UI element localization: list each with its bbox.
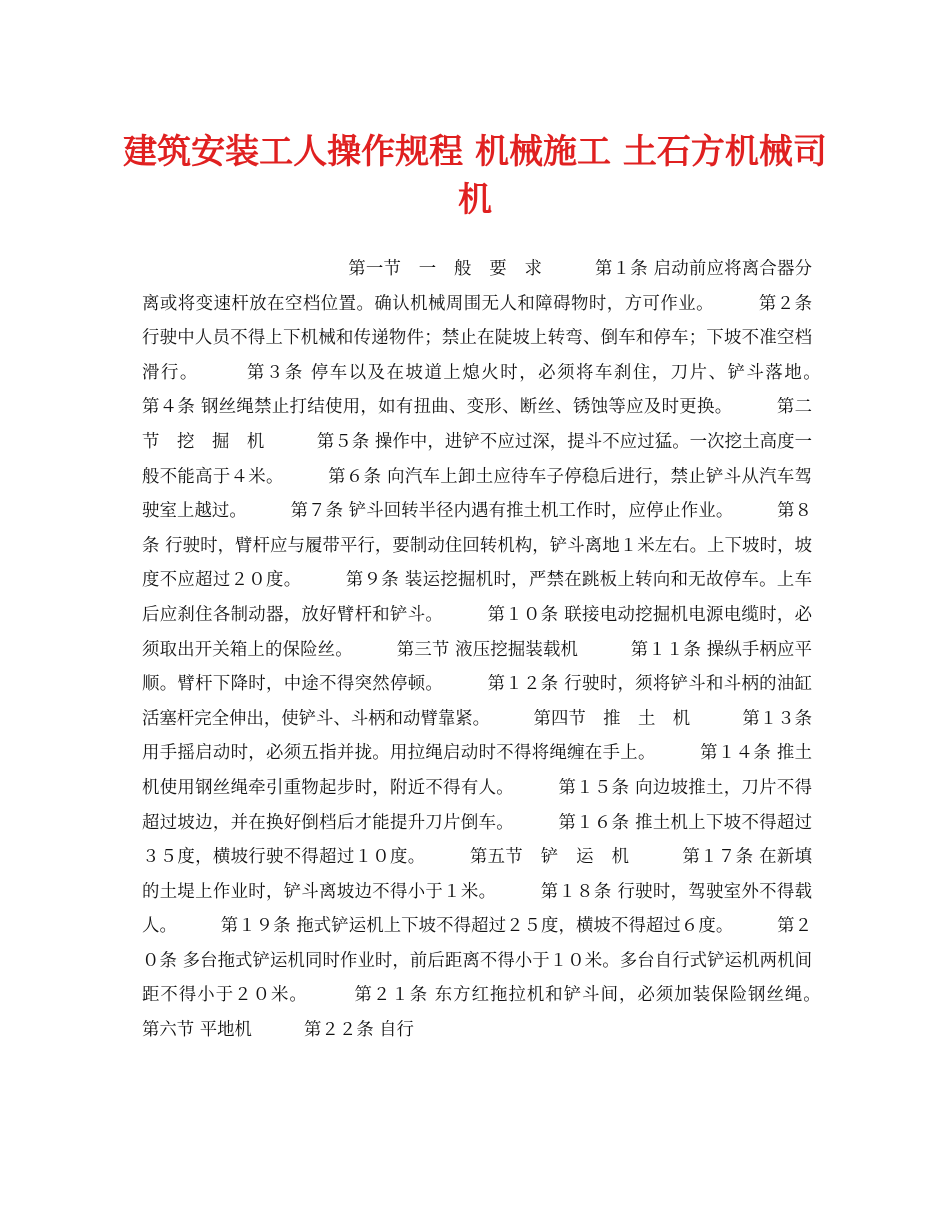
document-title: 建筑安装工人操作规程 机械施工 土石方机械司机 — [123, 132, 827, 220]
document-body — [142, 252, 865, 1048]
body-text-content: 第一节 一 般 要 求 第１条 启动前应将离合器分离或将变速杆放在空档位置。确认机械周围无人和障碍物时，方可作业。 第２条 行驶中人员不得上下机械和传递物件；禁止在陡坡上转弯、倒车和停车；下坡不准空档滑行。 第３条 停车以及在坡道上熄火时，必须将车刹住，刀片、铲斗落地。 第４条 钢丝绳禁止打结使用，如有扭曲、变形、断丝、锈蚀等应及时更换。 第二节 挖 掘 机 第５条 操作中，进铲不应过深，提斗不应过猛。一次挖土高度一般不能高于４米。 第６条 向汽车上卸土应待车子停稳后进行，禁止铲斗从汽车驾驶室上越过。 第７条 铲斗回转半径内遇有推土机工作时，应停止作业。 第８条 行驶时，臂杆应与履带平行，要制动住回转机构，铲斗离地１米左右。上下坡时，坡度不应超过２０度。 第９条 装运挖掘机时，严禁在跳板上转向和无故停车。上车后应刹住各制动器，放好臂杆和铲斗。 第１０条 联接电动挖掘机电源电缆时，必须取出开关箱上的保险丝。 第三节 液压挖掘装载机 第１１条 操纵手柄应平顺。臂杆下降时，中途不得突然停顿。 第１２条 行驶时，须将铲斗和斗柄的油缸活塞杆完全伸出，使铲斗、斗柄和动臂靠紧。 第四节 推 土 机 第１３条 用手摇启动时，必须五指并拢。用拉绳启动时不得将绳缠在手上。 第１４条 推土机使用钢丝绳牵引重物起步时，附近不得有人。 第１５条 向边坡推土，刀片不得超过坡边，并在换好倒档后才能提升刀片倒车。 第１６条 推土机上下坡不得超过３５度，横坡行驶不得超过１０度。 第五节 铲 运 机 第１７条 在新填的土堤上作业时，铲斗离坡边不得小于１米。 第１８条 行驶时，驾驶室外不得载人。 第１９条 拖式铲运机上下坡不得超过２５度，横坡不得超过６度。 第２０条 多台拖式铲运机同时作业时，前后距离不得小于１０米。多台自行式铲运机两机间距不得小于２０米。 第２１条 东方红拖拉机和铲斗间，必须加装保险钢丝绳。 第六节 平地机 第２２条 自行 — [142, 259, 865, 1041]
